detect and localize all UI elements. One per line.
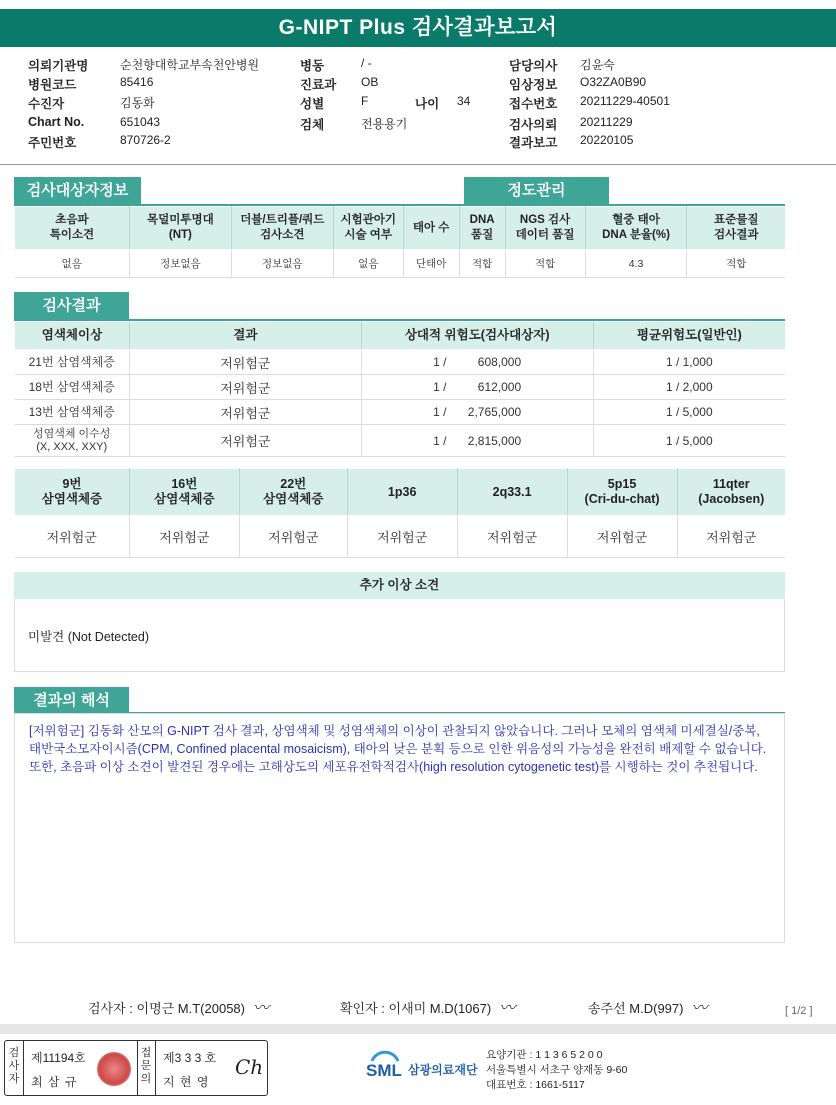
- extra-header-cell: 11qter (Jacobsen): [677, 469, 785, 516]
- subject-value-cell: 단태아: [403, 250, 459, 278]
- info-label: 진료과: [300, 78, 337, 92]
- relative-risk-value: 2,815,000: [467, 433, 522, 448]
- info-label: 주민번호: [28, 136, 77, 150]
- relative-risk-prefix: 1 /: [433, 433, 447, 448]
- third-signature: [588, 995, 707, 1018]
- info-value: F: [361, 94, 369, 108]
- license-vertical-2: 접 문 의: [140, 1047, 152, 1085]
- relative-risk: [361, 425, 593, 457]
- info-value: 순천향대학교부속천안병원: [120, 58, 260, 72]
- info-label: 접수번호: [509, 97, 558, 111]
- extra-value-cell: 저위험군: [239, 516, 347, 558]
- license-box: [4, 1040, 268, 1096]
- tester-label: 검사자 : 이명근 M.T(20058): [88, 1001, 245, 1016]
- average-risk: 1 / 5,000: [593, 400, 785, 425]
- risk-result: 저위험군: [129, 350, 361, 375]
- report-title: G-NIPT Plus 검사결과보고서: [0, 9, 836, 47]
- subject-header-cell: 혈중 태아 DNA 분율(%): [585, 207, 687, 250]
- extra-header-cell: 5p15 (Cri-du-chat): [567, 469, 677, 516]
- footer-divider: [0, 1024, 836, 1034]
- relative-risk-prefix: 1 /: [433, 355, 447, 369]
- seal-stamp: [97, 1052, 131, 1086]
- subject-value-cell: 4.3: [585, 250, 687, 278]
- sml-logo-icon: [366, 1047, 404, 1085]
- extra-value-cell: 저위험군: [347, 516, 457, 558]
- tester-signature: [88, 995, 269, 1018]
- signature-mark: 〰: [253, 998, 270, 1017]
- relative-risk-value: 2,765,000: [467, 405, 522, 419]
- result-header-cell: 염색체이상: [15, 322, 130, 350]
- qc-section-tab: 정도관리: [464, 177, 609, 204]
- info-label: 병원코드: [28, 78, 77, 92]
- subject-value-cell: 적합: [687, 250, 785, 278]
- relative-risk-prefix: 1 /: [433, 405, 447, 419]
- subject-value-cell: 없음: [15, 250, 130, 278]
- page-number: [ 1/2 ]: [785, 1005, 813, 1017]
- relative-risk: [361, 375, 593, 400]
- subject-header-cell: 더블/트리플/쿼드 검사소견: [231, 207, 333, 250]
- extra-header-cell: 22번 삼염색체증: [239, 469, 347, 516]
- result-header-cell: 결과: [129, 322, 361, 350]
- info-value: 20220105: [580, 133, 634, 147]
- relative-risk-prefix: 1 /: [433, 380, 447, 394]
- age-value: 34: [457, 94, 471, 108]
- risk-result: 저위험군: [129, 375, 361, 400]
- info-label: 담당의사: [509, 59, 558, 73]
- info-value: 전용용기: [361, 117, 408, 131]
- subject-value-cell: 없음: [333, 250, 403, 278]
- org-contact: [486, 1048, 627, 1093]
- average-risk: 1 / 2,000: [593, 375, 785, 400]
- signature-mark: 〰: [691, 998, 708, 1017]
- subject-header-cell: 표준물질 검사결과: [687, 207, 785, 250]
- info-value: 651043: [120, 115, 161, 129]
- relative-risk-value: 612,000: [477, 380, 522, 394]
- license-name-2: 지 현 영: [163, 1075, 210, 1089]
- chromosome-name: 성염색체 이수성 (X, XXX, XXY): [15, 425, 130, 457]
- result-table: [14, 321, 785, 457]
- org-code: 요양기관 : 1 1 3 6 5 2 0 0: [486, 1049, 603, 1061]
- age-label: 나이: [415, 97, 440, 111]
- subject-header-cell: 태아 수: [403, 207, 459, 250]
- result-row: [15, 375, 786, 400]
- license-name-1: 최 삼 규: [31, 1075, 78, 1089]
- org-name: 삼광의료재단: [408, 1063, 478, 1077]
- info-value: OB: [361, 75, 379, 89]
- info-value: 김동화: [120, 96, 155, 110]
- relative-risk: [361, 400, 593, 425]
- subject-value-cell: 정보없음: [129, 250, 231, 278]
- confirmer-label: 확인자 : 이새미 M.D(1067): [340, 1001, 492, 1016]
- additional-findings-text: 미발견 (Not Detected): [28, 630, 149, 644]
- info-label: 검사의뢰: [509, 118, 558, 132]
- extra-table: [14, 468, 785, 558]
- divider: [137, 1041, 138, 1095]
- license-number-1: 제11194호: [31, 1051, 86, 1065]
- org-address: 서울특별시 서초구 양재동 9-60: [486, 1064, 628, 1076]
- info-label: Chart No.: [28, 115, 85, 129]
- subject-value-cell: 정보없음: [231, 250, 333, 278]
- relative-risk: [361, 350, 593, 375]
- extra-header-cell: 1p36: [347, 469, 457, 516]
- info-value: 김윤숙: [580, 58, 615, 72]
- info-value: 870726-2: [120, 133, 171, 147]
- subject-table: [14, 206, 785, 278]
- divider: [155, 1041, 156, 1095]
- info-label: 수진자: [28, 97, 65, 111]
- info-value: 85416: [120, 75, 154, 89]
- chromosome-name: 21번 삼염색체증: [15, 350, 130, 375]
- interpretation-section-tab: 결과의 해석: [14, 687, 129, 714]
- info-label: 의뢰기관명: [28, 59, 89, 73]
- subject-header-cell: DNA 품질: [459, 207, 505, 250]
- info-value: 20211229: [580, 115, 633, 129]
- subject-header-cell: NGS 검사 데이터 품질: [505, 207, 585, 250]
- additional-findings-header: 추가 이상 소견: [14, 572, 785, 599]
- extra-header-cell: 16번 삼염색체증: [129, 469, 239, 516]
- info-label: 임상정보: [509, 78, 558, 92]
- info-label: 검체: [300, 118, 325, 132]
- result-row: [15, 350, 786, 375]
- chromosome-name: 13번 삼염색체증: [15, 400, 130, 425]
- info-label: 결과보고: [509, 136, 558, 150]
- signature-mark: Ch: [235, 1055, 264, 1079]
- chromosome-name: 18번 삼염색체증: [15, 375, 130, 400]
- result-header-cell: 상대적 위험도(검사대상자): [361, 322, 593, 350]
- average-risk: 1 / 5,000: [593, 425, 785, 457]
- extra-value-cell: 저위험군: [457, 516, 567, 558]
- result-header-cell: 평균위험도(일반인): [593, 322, 785, 350]
- subject-header-cell: 시험관아기 시술 여부: [333, 207, 403, 250]
- result-row: [15, 400, 786, 425]
- sml-logo-text: SML: [366, 1061, 402, 1080]
- result-row: [15, 425, 786, 457]
- license-number-2: 제3 3 3 호: [163, 1051, 217, 1065]
- third-label: 송주선 M.D(997): [588, 1001, 684, 1016]
- extra-value-cell: 저위험군: [15, 516, 130, 558]
- info-value: O32ZA0B90: [580, 75, 647, 89]
- average-risk: 1 / 1,000: [593, 350, 785, 375]
- info-value: 20211229-40501: [580, 94, 670, 108]
- subject-header-cell: 목덜미투명대 (NT): [129, 207, 231, 250]
- divider: [23, 1041, 24, 1095]
- extra-value-cell: 저위험군: [129, 516, 239, 558]
- signature-mark: 〰: [499, 998, 516, 1017]
- org-phone: 대표번호 : 1661-5117: [486, 1079, 585, 1091]
- info-label: 성별: [300, 97, 325, 111]
- result-section-tab: 검사결과: [14, 292, 129, 319]
- risk-result: 저위험군: [129, 400, 361, 425]
- license-vertical-1: 검 사 자: [8, 1047, 20, 1085]
- extra-value-cell: 저위험군: [567, 516, 677, 558]
- divider: [0, 164, 836, 165]
- confirmer-signature: [340, 995, 515, 1018]
- relative-risk-value: 608,000: [477, 355, 522, 369]
- risk-result: 저위험군: [129, 425, 361, 457]
- extra-header-cell: 9번 삼염색체증: [15, 469, 130, 516]
- subject-header-cell: 초음파 특이소견: [15, 207, 130, 250]
- interpretation-text: [저위험군] 김동화 산모의 G-NIPT 검사 결과, 상염색체 및 성염색체의 이상이 관찰되지 않았습니다. 그러나 모체의 염색체 미세결실/중복, 태반국소모자이시즘(CPM, Confined placental mosaicism), 태아의 낮은 분획 등으로 인한 위음성의 가능성을 완전히 배제할 수 없습니다. 또한, 초음파 이상 소견이 발견된 경우에는 고해상도의 세포유전학적검사(high resolution cytogenetic test)를 시행하는 것이 추천됩니다.: [14, 713, 785, 943]
- extra-value-cell: 저위험군: [677, 516, 785, 558]
- subject-value-cell: 적합: [459, 250, 505, 278]
- info-value: / -: [361, 56, 372, 70]
- subject-section-tab: 검사대상자정보: [14, 177, 141, 204]
- subject-value-cell: 적합: [505, 250, 585, 278]
- extra-header-cell: 2q33.1: [457, 469, 567, 516]
- info-label: 병동: [300, 59, 325, 73]
